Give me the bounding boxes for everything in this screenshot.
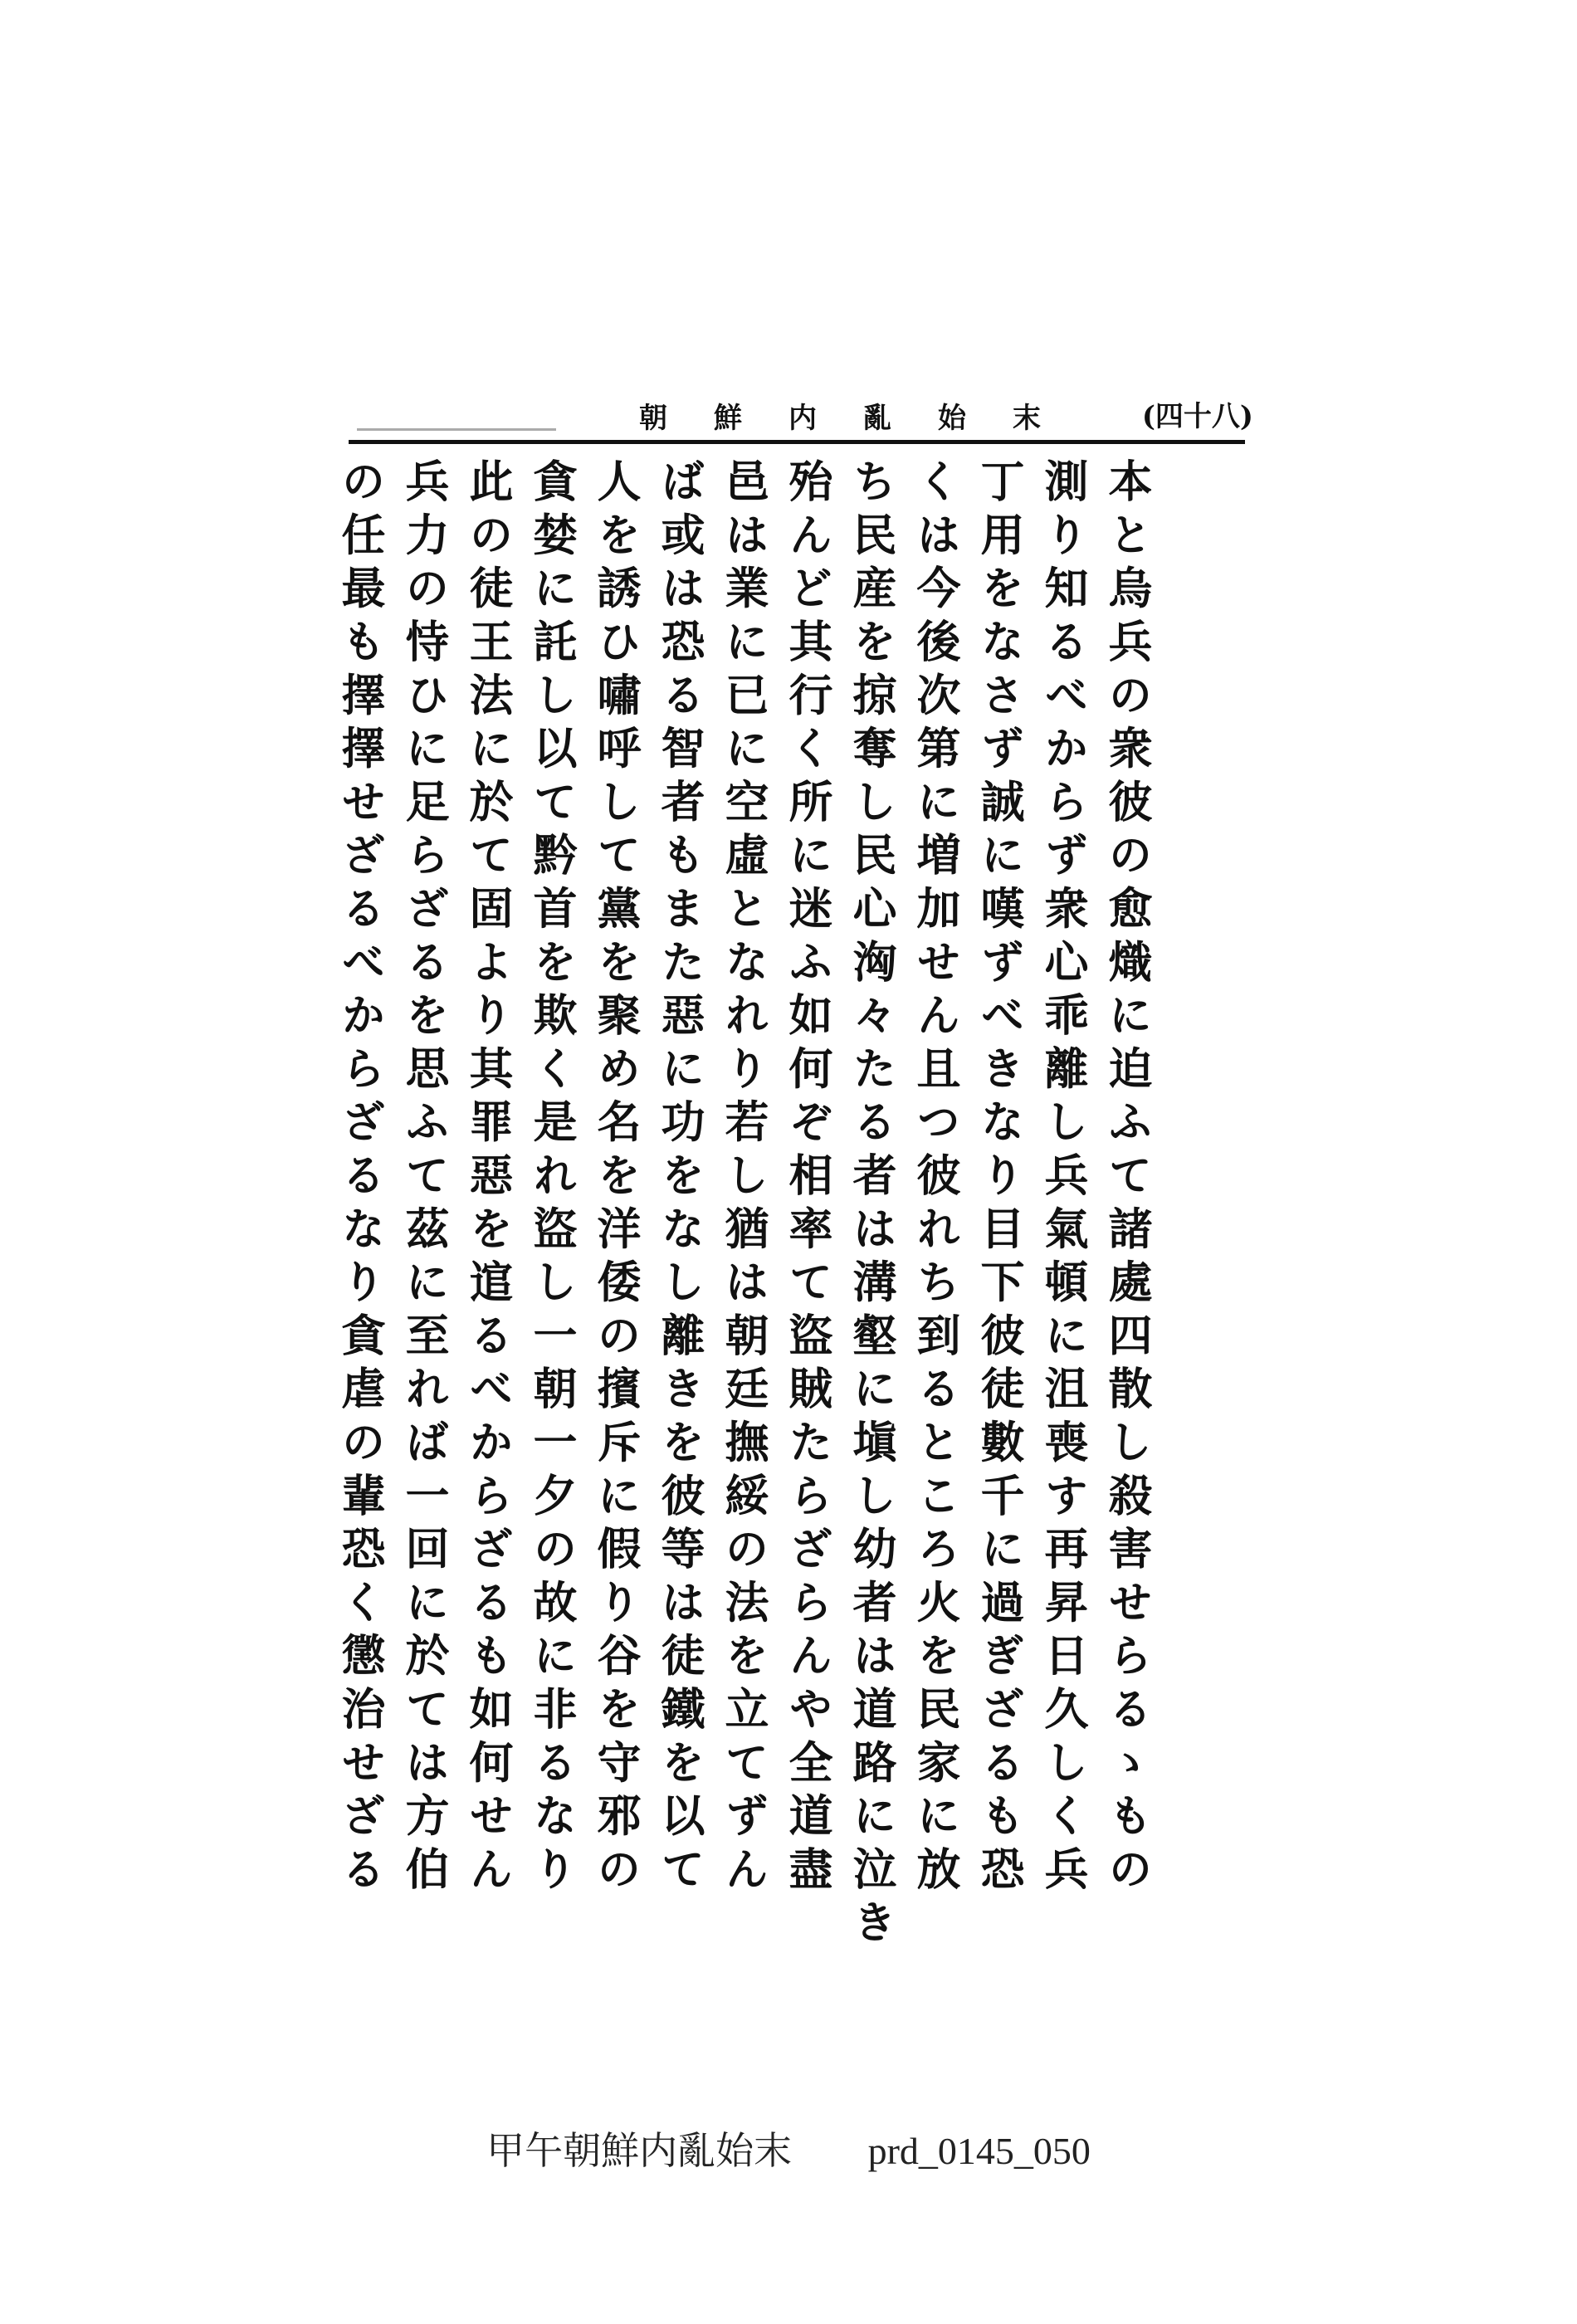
text-column: 丁用をなさず誠に嘆ずべきなり目下彼徒數千に過ぎざるも恐	[974, 458, 1025, 1900]
body-text-block	[328, 458, 1245, 1952]
page-number: (四十八)	[1141, 400, 1253, 433]
text-column: 此の徒王法に於て固より其罪惡を逭るべからざるも如何せん	[462, 458, 514, 1900]
page-header	[332, 390, 1253, 440]
footer-code: prd_0145_050	[867, 2130, 1091, 2172]
vertical-text	[328, 458, 1159, 1952]
text-column: 殆んど其行く所に迷ふ如何ぞ相率て盜賊たらざらんや全道盡	[782, 458, 833, 1900]
text-column: の任最も擇擇せざるべからざるなり貪虐の輩恐く懲治せざる	[334, 458, 386, 1900]
header-rule	[349, 440, 1245, 444]
running-title: 朝鮮内亂始末	[639, 402, 1087, 435]
text-column: 測り知るべからず衆心乖離し兵氣頓に沮喪す再昇日久しく兵	[1038, 458, 1089, 1900]
text-column: 邑は業に已に空虛となれり若し猶は朝廷撫綏の法を立てずん	[718, 458, 769, 1900]
text-column: 本と烏兵の衆彼の愈熾に迫ふて諸處四散し殺害せらるゝもの	[1101, 458, 1153, 1900]
footer-title: 甲午朝鮮内亂始末	[486, 2130, 793, 2172]
text-column: くは今後次第に増加せん且つ彼れち到るところ火を民家に放	[910, 458, 961, 1900]
text-column: 人を誘ひ嘯呼して黨を聚め名を洋倭の擯斥に假り谷を守邪の	[590, 458, 642, 1900]
text-column: 兵力の恃ひに足らざるを思ふて茲に至れば一回に於ては方伯	[398, 458, 450, 1900]
text-column: ば或は恐る智者もまた惡に功をなし離きを彼等は徒鐵を以て	[654, 458, 706, 1900]
page-footer	[0, 2121, 1577, 2175]
text-column: 貪婪に託し以て黔首を欺く是れ盜し一朝一夕の故に非るなり	[526, 458, 578, 1900]
scan-artifact	[357, 428, 556, 431]
text-column: ち民産を掠奪し民心洶々たる者は溝壑に塡し幼者は道路に泣き	[846, 458, 897, 1952]
